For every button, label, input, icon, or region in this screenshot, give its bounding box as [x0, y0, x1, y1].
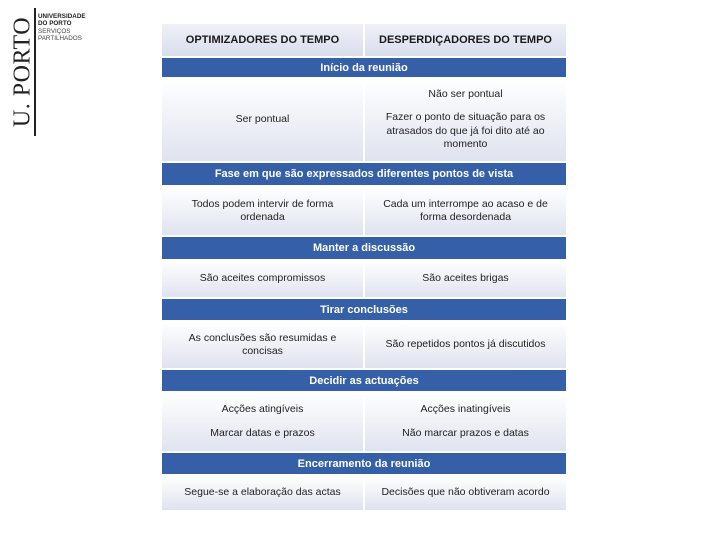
- table-row: [162, 476, 566, 510]
- waster-cell: [363, 393, 566, 451]
- cell-text: Fazer o ponto de situação para os atrasados do que já foi dito até ao momento: [385, 111, 546, 151]
- table-header-row: [162, 24, 566, 56]
- cell-text: Marcar datas e prazos: [210, 427, 315, 440]
- section-title: Manter a discussão: [162, 235, 566, 261]
- table-row: [162, 187, 566, 235]
- cell-text: São aceites brigas: [422, 272, 509, 285]
- logo-mark-text: U. PORTO: [9, 16, 36, 128]
- logo-line-2: DO PORTO: [38, 20, 72, 28]
- meeting-time-table: [162, 24, 566, 510]
- waster-cell: [363, 476, 566, 510]
- waster-cell: [363, 322, 566, 368]
- table-row: [162, 322, 566, 368]
- section-title: Início da reunião: [162, 56, 566, 79]
- logo-line-3: SERVIÇOS: [38, 27, 71, 35]
- waster-cell: [363, 79, 566, 161]
- logo-mark: [9, 8, 36, 136]
- logo-text: [38, 13, 134, 43]
- cell-text: Segue-se a elaboração das actas: [184, 486, 341, 499]
- cell-text: Cada um interrompe ao acaso e de forma desordenada: [383, 197, 548, 223]
- optimizer-cell: [162, 187, 363, 235]
- cell-text: Acções atingíveis: [221, 403, 304, 416]
- logo-line-1: UNIVERSIDADE: [38, 13, 86, 20]
- header-wasters: DESPERDIÇADORES DO TEMPO: [363, 24, 566, 56]
- optimizer-cell: [162, 393, 363, 451]
- university-logo: [9, 8, 132, 136]
- table-row: [162, 261, 566, 297]
- cell-text: Não marcar prazos e datas: [402, 427, 529, 440]
- cell-text: Todos podem intervir de forma ordenada: [191, 197, 334, 223]
- optimizer-cell: [162, 476, 363, 510]
- cell-text: Acções inatingíveis: [420, 403, 511, 416]
- optimizer-cell: [162, 261, 363, 297]
- optimizer-cell: [162, 79, 363, 161]
- waster-cell: [363, 261, 566, 297]
- section-title: Encerramento da reunião: [162, 451, 566, 476]
- section-title: Fase em que são expressados diferentes pontos de vista: [162, 161, 566, 187]
- cell-text: Ser pontual: [235, 113, 290, 126]
- section-title: Decidir as actuações: [162, 368, 566, 393]
- table-row: [162, 393, 566, 451]
- cell-text: As conclusões são resumidas e concisas: [188, 331, 337, 357]
- cell-text: Não ser pontual: [428, 88, 503, 101]
- header-optimizers: OPTIMIZADORES DO TEMPO: [162, 24, 363, 56]
- optimizer-cell: [162, 322, 363, 368]
- waster-cell: [363, 187, 566, 235]
- cell-text: São repetidos pontos já discutidos: [385, 338, 546, 351]
- section-title: Tirar conclusões: [162, 297, 566, 322]
- table-row: [162, 79, 566, 161]
- logo-line-4: PARTILHADOS: [38, 35, 82, 43]
- cell-text: Decisões que não obtiveram acordo: [381, 486, 550, 499]
- cell-text: São aceites compromissos: [199, 272, 326, 285]
